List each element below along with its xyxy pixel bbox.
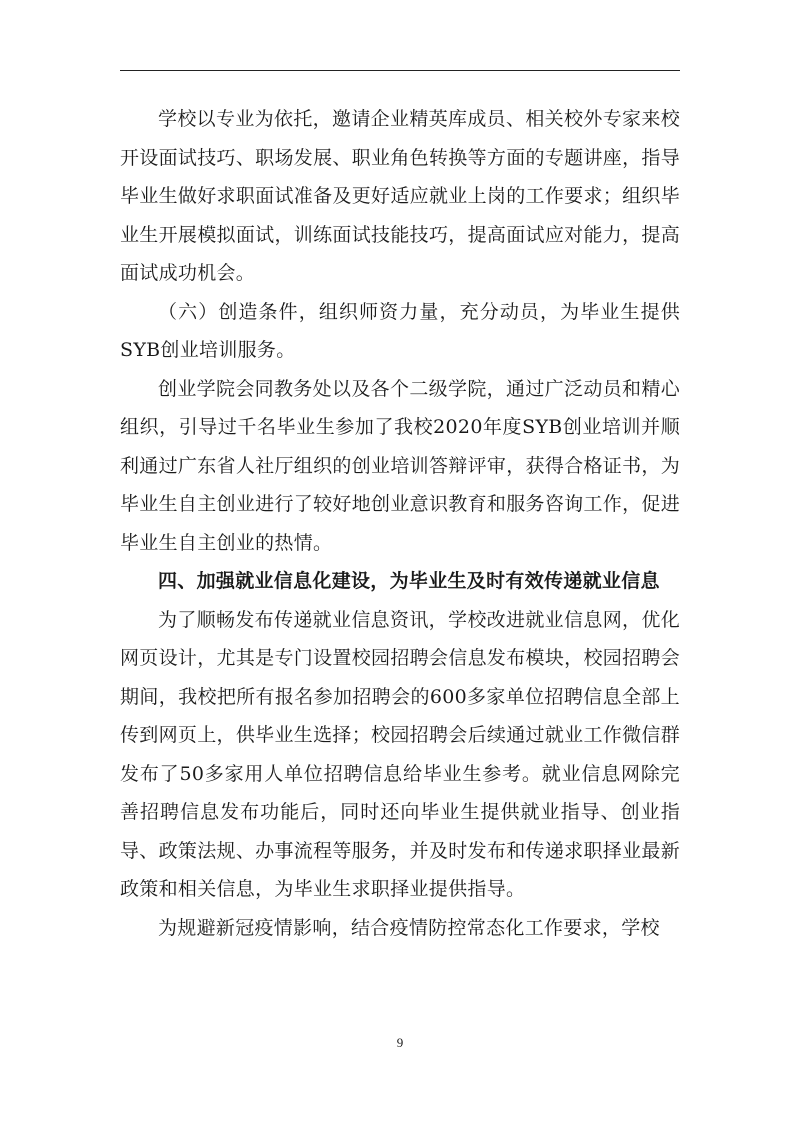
paragraph-employment-info-network: 为了顺畅发布传递就业信息资讯，学校改进就业信息网，优化网页设计，尤其是专门设置校园招聘会信息发布模块，校园招聘会期间，我校把所有报名参加招聘会的600多家单位招聘信息全部上传到网页上，供毕业生选择；校园招聘会后续通过就业工作微信群发布了50多家用人单位招聘信息给毕业生参考。就业信息网除完善招聘信息发布功能后，同时还向毕业生提供就业指导、创业指导、政策法规、办事流程等服务，并及时发布和传递求职择业最新政策和相关信息，为毕业生求职择业提供指导。 (120, 608, 680, 900)
paragraph-covid-prevention: 为规避新冠疫情影响，结合疫情防控常态化工作要求，学校 (158, 916, 660, 939)
section-heading-informatization: 四、加强就业信息化建设，为毕业生及时有效传递就业信息 (158, 570, 660, 592)
page-number: 9 (396, 1035, 404, 1050)
header-rule (120, 70, 680, 71)
paragraph-interview-lectures: 学校以专业为依托，邀请企业精英库成员、相关校外专家来校开设面试技巧、职场发展、职业角色转换等方面的专题讲座，指导毕业生做好求职面试准备及更好适应就业上岗的工作要求；组织毕业生开展模拟面试，训练面试技能技巧，提高面试应对能力，提高面试成功机会。 (120, 108, 680, 284)
paragraph-syb-training-subheading: （六）创造条件，组织师资力量，充分动员，为毕业生提供SYB创业培训服务。 (120, 300, 680, 361)
document-body (120, 100, 680, 947)
paragraph-entrepreneurship-college: 创业学院会同教务处以及各个二级学院，通过广泛动员和精心组织，引导过千名毕业生参加了我校2020年度SYB创业培训并顺利通过广东省人社厅组织的创业培训答辩评审，获得合格证书，为毕业生自主创业进行了较好地创业意识教育和服务咨询工作，促进毕业生自主创业的热情。 (120, 377, 680, 554)
